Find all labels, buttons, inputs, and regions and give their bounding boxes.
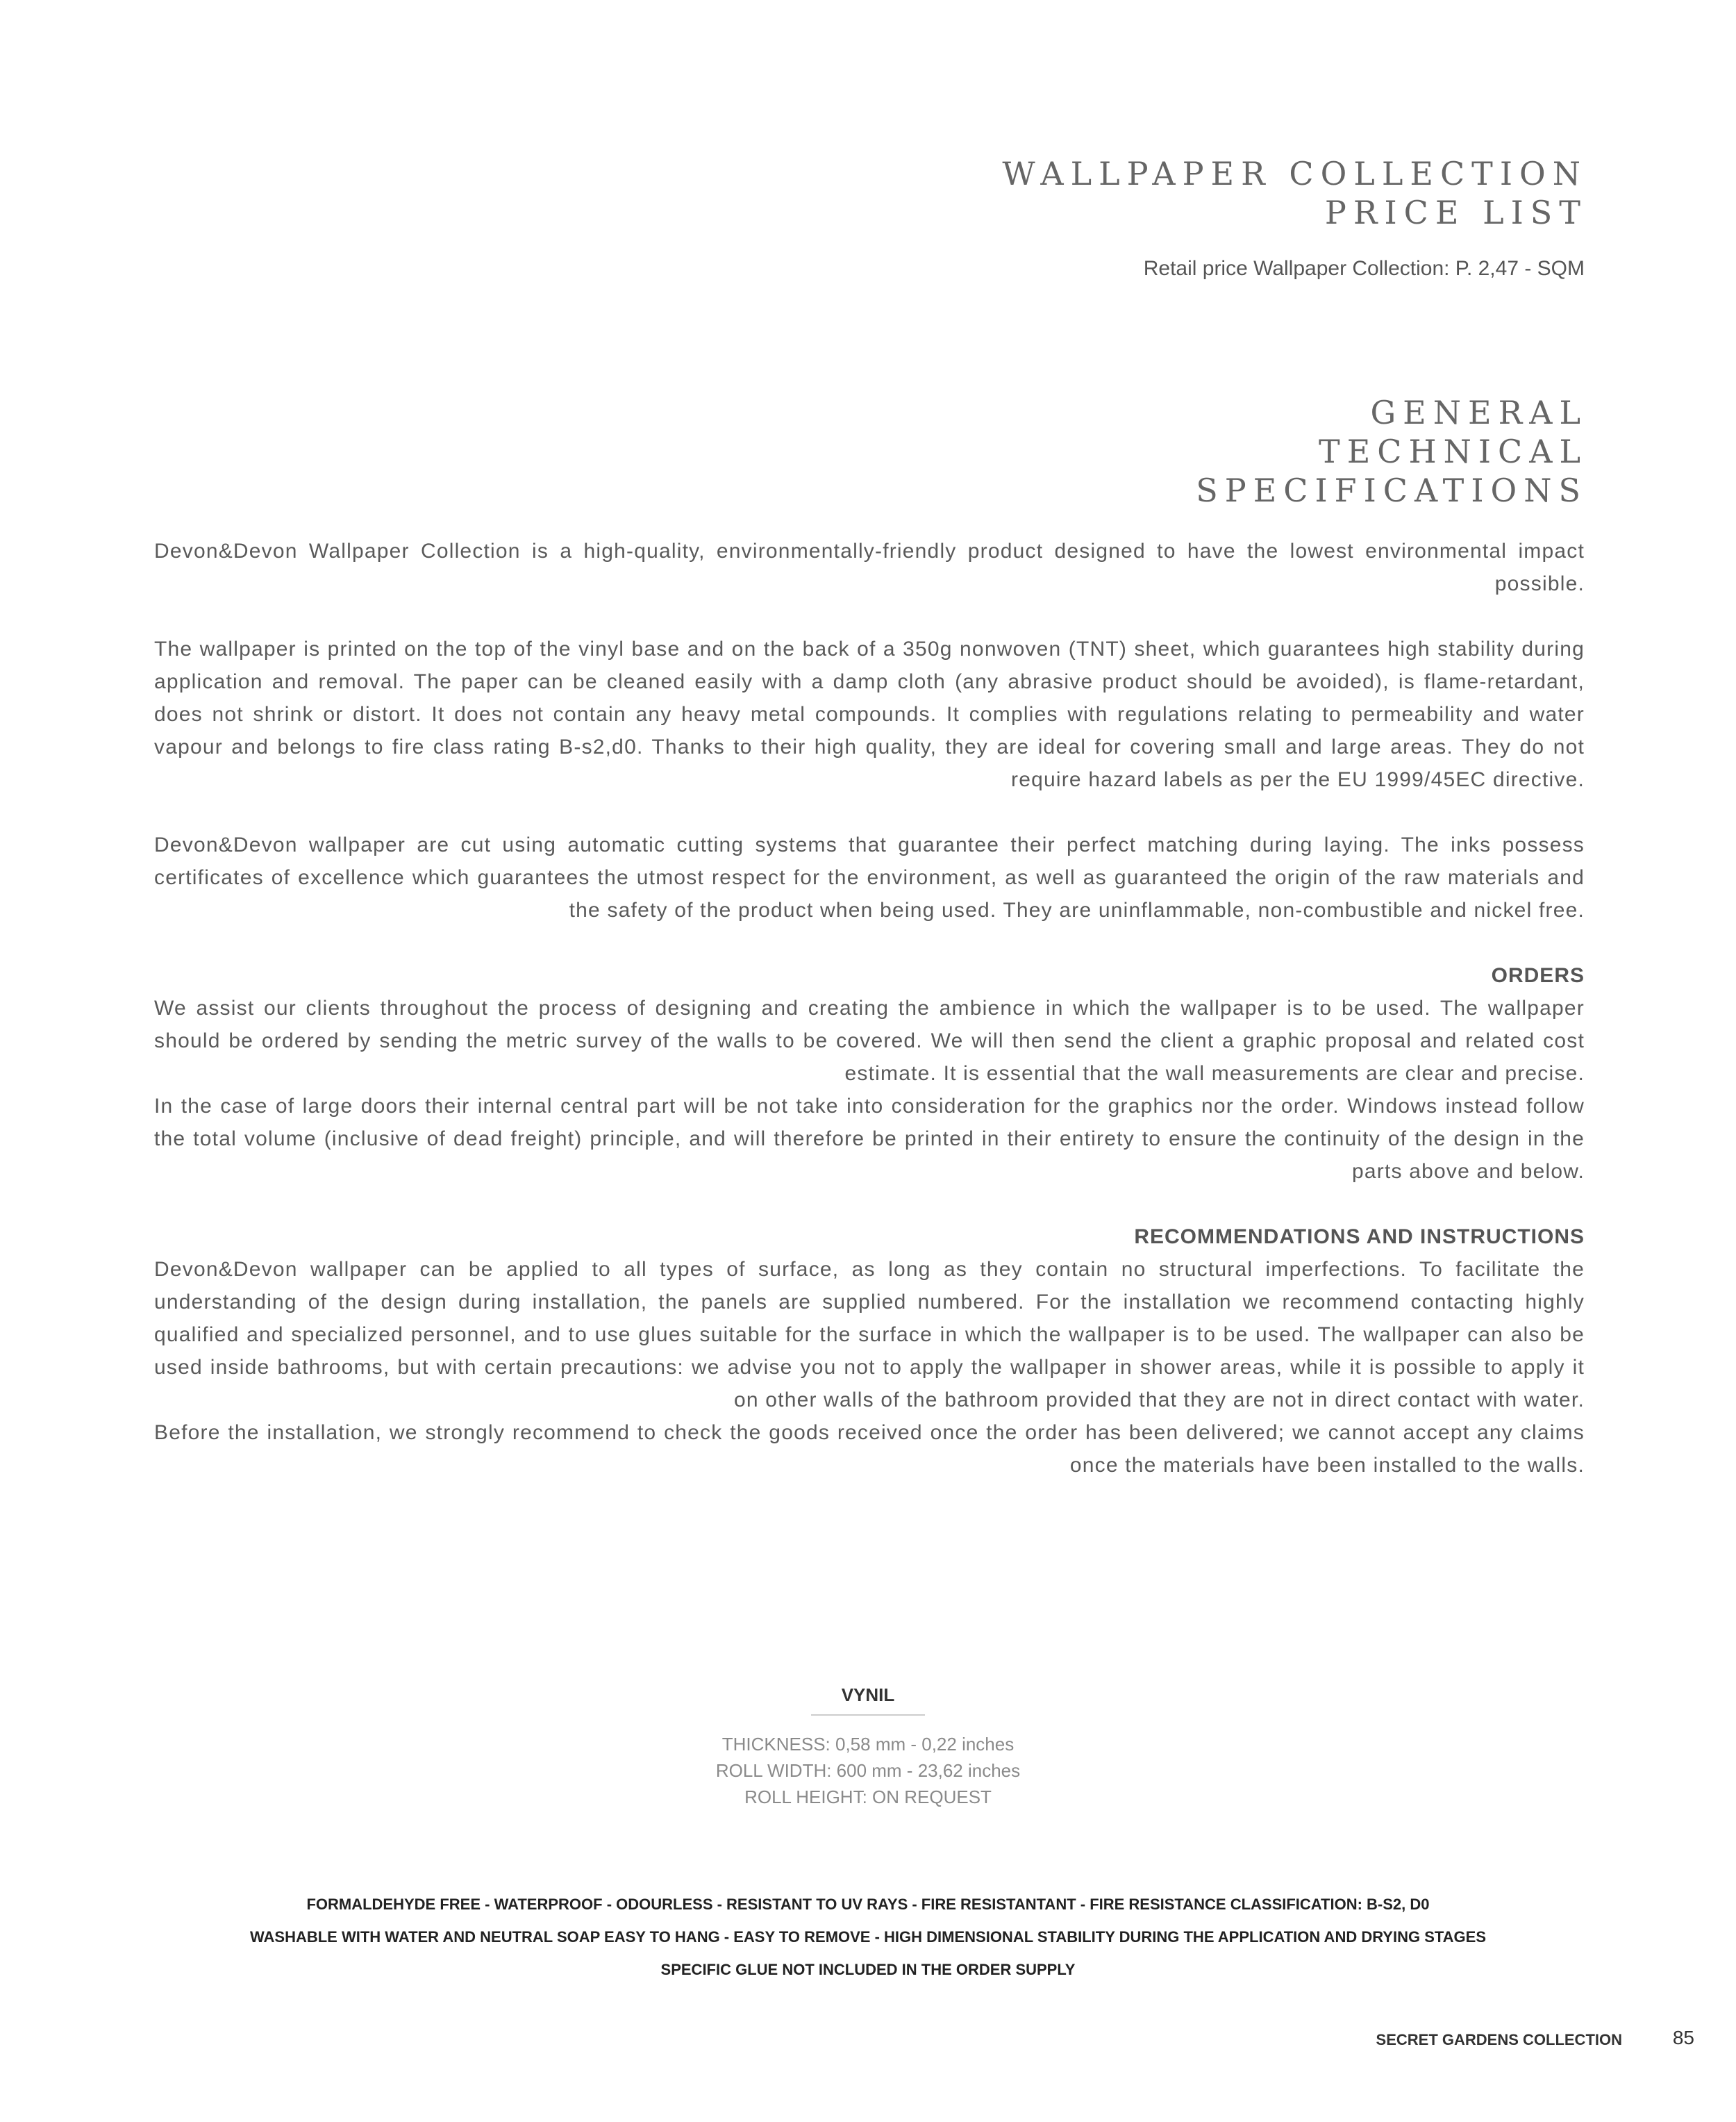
vynil-divider (811, 1714, 925, 1716)
vynil-roll-width: ROLL WIDTH: 600 mm - 23,62 inches (715, 1760, 1021, 1781)
title-line-1: WALLPAPER COLLECTION (1002, 155, 1587, 192)
specs-paragraph-3: Devon&Devon wallpaper are cut using automatic cutting systems that guarantee their perfect matching during laying. The inks possess certificates of excellence which guarantees the utmost respect for the environment, as well as guaranteed the origin of the raw materials and the safety of the product when being used. They are uninflammable, non-combustible and nickel free. (154, 834, 1585, 922)
price-list-title (1002, 154, 1587, 232)
product-features (0, 1888, 1736, 1986)
footer-collection-name: SECRET GARDENS COLLECTION (1376, 2031, 1622, 2048)
specs-paragraph-2: The wallpaper is printed on the top of the vinyl base and on the back of a 350g nonwoven (TNT) sheet, which guarantees high stability during application and removal. The paper can be cleaned easily with a damp cloth (any abrasive product should be avoided), is flame-retardant, does not shrink or distort. It does not contain any heavy metal compounds. It complies with regulations relating to permeability and water vapour and belongs to fire class rating B-s2,d0. Thanks to their high quality, they are ideal for covering small and large areas. They do not require hazard labels as per the EU 1999/45EC directive. (154, 638, 1585, 791)
orders-paragraph-2: In the case of large doors their internal central part will be not take into consideration for the graphics nor the order. Windows instead follow the total volume (inclusive of dead freight) principle, and will therefore be printed in their entirety to ensure the continuity of the design in the parts above and below. (154, 1095, 1585, 1183)
features-line-1: FORMALDEHYDE FREE - WATERPROOF - ODOURLESS - RESISTANT TO UV RAYS - FIRE RESISTANTANT - FIRE RESISTANCE CLASSIFICATION: B-S2, D0 (306, 1896, 1430, 1913)
vynil-roll-height: ROLL HEIGHT: ON REQUEST (744, 1787, 992, 1807)
vynil-specs (0, 1684, 1736, 1810)
recommendations-heading: RECOMMENDATIONS AND INSTRUCTIONS (1134, 1225, 1585, 1248)
features-line-3: SPECIFIC GLUE NOT INCLUDED IN THE ORDER SUPPLY (660, 1961, 1076, 1978)
vynil-thickness: THICKNESS: 0,58 mm - 0,22 inches (721, 1734, 1015, 1755)
specs-title-line-3: SPECIFICATIONS (1196, 472, 1587, 509)
specifications-title (1196, 393, 1587, 510)
features-line-2: WASHABLE WITH WATER AND NEUTRAL SOAP EASY TO HANG - EASY TO REMOVE - HIGH DIMENSIONAL STABILITY DURING THE APPLICATION AND DRYING STAGES (249, 1928, 1487, 1946)
orders-heading: ORDERS (1491, 964, 1585, 987)
specs-paragraph-1: Devon&Devon Wallpaper Collection is a high-quality, environmentally-friendly product designed to have the lowest environmental impact possible. (154, 540, 1585, 595)
page-number: 85 (1672, 2027, 1694, 2048)
specs-title-line-1: GENERAL (1370, 394, 1587, 431)
recommendations-paragraph-2: Before the installation, we strongly recommend to check the goods received once the order has been delivered; we cannot accept any claims once the materials have been installed to the walls. (154, 1421, 1585, 1477)
specs-title-line-2: TECHNICAL (1319, 433, 1587, 470)
vynil-title: VYNIL (841, 1684, 895, 1705)
retail-price: Retail price Wallpaper Collection: P. 2,47 - SQM (1143, 257, 1585, 280)
recommendations-paragraph-1: Devon&Devon wallpaper can be applied to all types of surface, as long as they contain no structural imperfections. To facilitate the understanding of the design during installation, the panels are supplied numbered. For the installation we recommend contacting highly qualified and specialized personnel, and to use glues suitable for the surface in which the wallpaper is to be used. The wallpaper can also be used inside bathrooms, but with certain precautions: we advise you not to apply the wallpaper in shower areas, while it is possible to apply it on other walls of the bathroom provided that they are not in direct contact with water. (154, 1258, 1585, 1411)
title-line-2: PRICE LIST (1324, 194, 1587, 231)
orders-paragraph-1: We assist our clients throughout the process of designing and creating the ambience in which the wallpaper is to be used. The wallpaper should be ordered by sending the metric survey of the walls to be covered. We will then send the client a graphic proposal and related cost estimate. It is essential that the wall measurements are clear and precise. (154, 997, 1585, 1085)
specifications-body (154, 535, 1585, 1482)
